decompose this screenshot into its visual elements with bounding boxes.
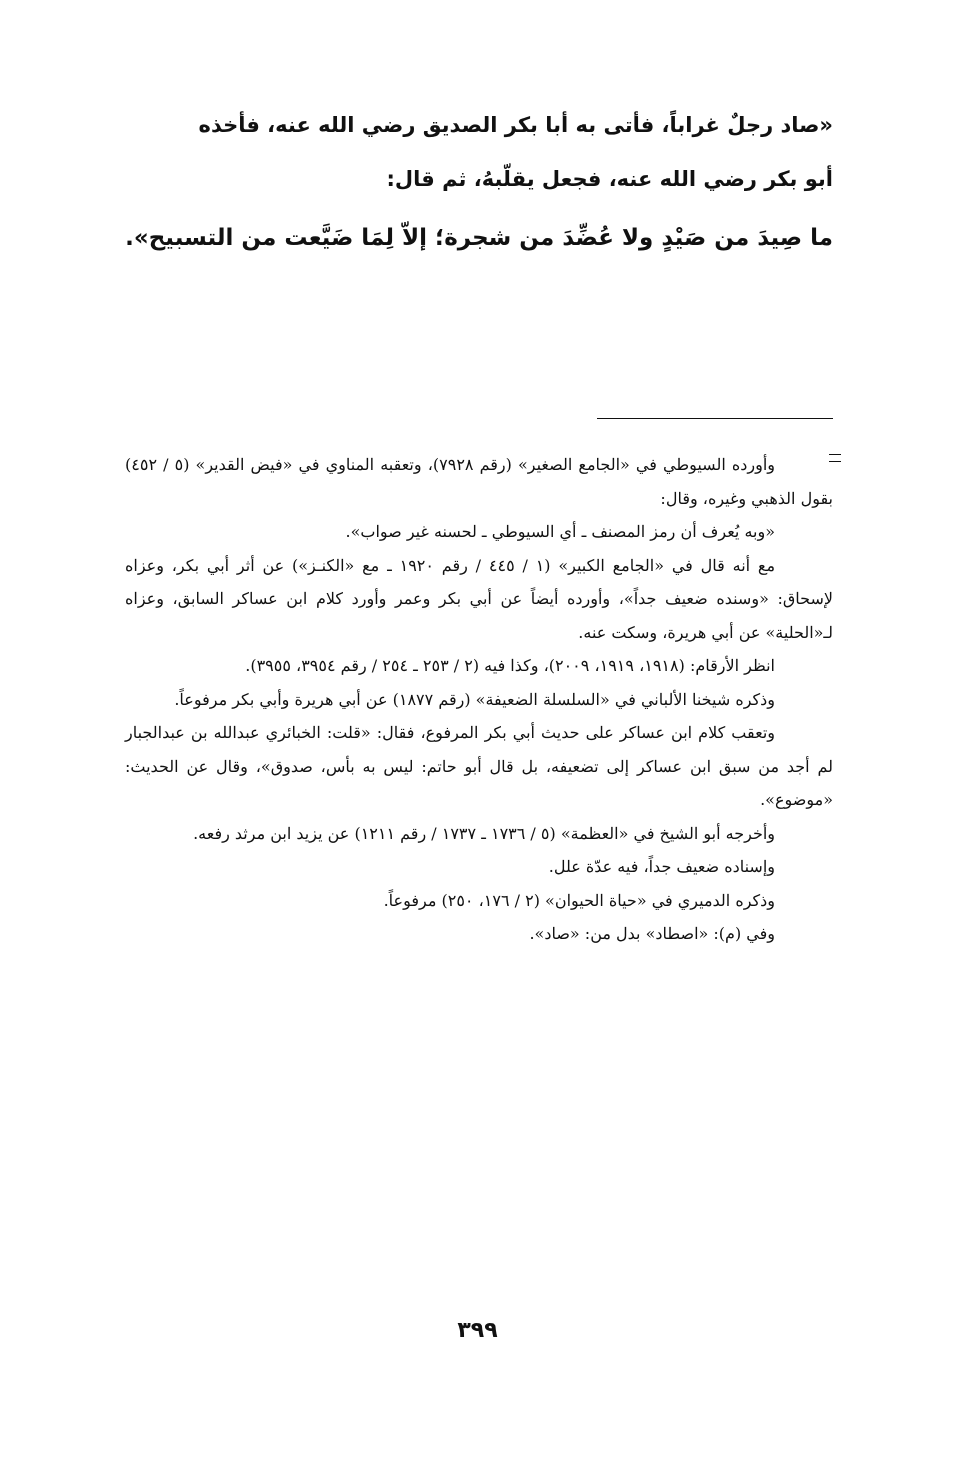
footnote-paragraph-9: وفي (م): «اصطاد» بدل من: «صاد». — [529, 924, 775, 943]
footnote-quote: «وبه يُعرف أن رمز المصنف ـ أي السيوطي ـ لحسنه غير صواب». — [345, 522, 775, 541]
page-number: ٣٩٩ — [457, 1318, 498, 1343]
footnote-paragraph-5: وتعقب كلام ابن عساكر على حديث أبي بكر المرفوع، فقال: «قلت: الخبائري عبدالله بن عبدالجبار لم أجد من سبق ابن عساكر إلى تضعيفه، بل قال أبو حاتم: ليس به بأس، صدوق»، وقال عن الحديث: «موضوع». — [125, 723, 834, 809]
footnote-paragraph-3: انظر الأرقام: (١٩١٨، ١٩١٩، ٢٠٠٩)، وكذا فيه (٢ / ٢٥٣ ـ ٢٥٤ / رقم ٣٩٥٤، ٣٩٥٥). — [245, 656, 775, 675]
footnote-paragraph-4: وذكره شيخنا الألباني في «السلسلة الضعيفة» (رقم ١٨٧٧) عن أبي هريرة وأبي بكر مرفوعاً. — [174, 689, 775, 709]
main-verse: ما صِيدَ من صَيْدٍ ولا عُضِّدَ من شجرة؛ إلاّ لِمَا ضَيَّعت من التسبيح». — [125, 225, 833, 251]
footnote-separator — [597, 418, 833, 419]
main-text — [125, 98, 833, 268]
footnote-paragraph-8: وذكره الدميري في «حياة الحيوان» (٢ / ١٧٦، ٢٥٠) مرفوعاً. — [383, 890, 775, 910]
continuation-mark-icon — [829, 454, 841, 462]
footnote-paragraph-1: وأورده السيوطي في «الجامع الصغير» (رقم ٧٩٢٨)، وتعقبه المناوي في «فيض القدير» (٥ / ٤٥٢) بقول الذهبي وغيره، وقال: — [125, 455, 833, 508]
footnote-paragraph-7: وإسناده ضعيف جداً، فيه عدّة علل. — [548, 857, 775, 876]
main-line-2: أبو بكر رضي الله عنه، فجعل يقلّبهُ، ثم قال: — [386, 167, 833, 191]
footnote-paragraph-6: وأخرجه أبو الشيخ في «العظمة» (٥ / ١٧٣٦ ـ ١٧٣٧ / رقم ١٢١١) عن يزيد ابن مرثد رفعه. — [193, 823, 775, 843]
footnote-paragraph-2: مع أنه قال في «الجامع الكبير» (١ / ٤٤٥ / رقم ١٩٢٠ ـ مع «الكنـز») عن أثر أبي بكر، وعزاه لإسحاق: «وسنده ضعيف جداً»، وأورده أيضاً عن أبي بكر وعمر وأورد كلام ابن عساكر السابق، وعزاه لـ«الحلية» عن أبي هريرة، وسكت عنه. — [125, 555, 833, 642]
main-line-1: «صاد رجلٌ غراباً، فأتى به أبا بكر الصديق رضي الله عنه، فأخذه — [198, 113, 833, 137]
footnotes — [125, 448, 833, 951]
